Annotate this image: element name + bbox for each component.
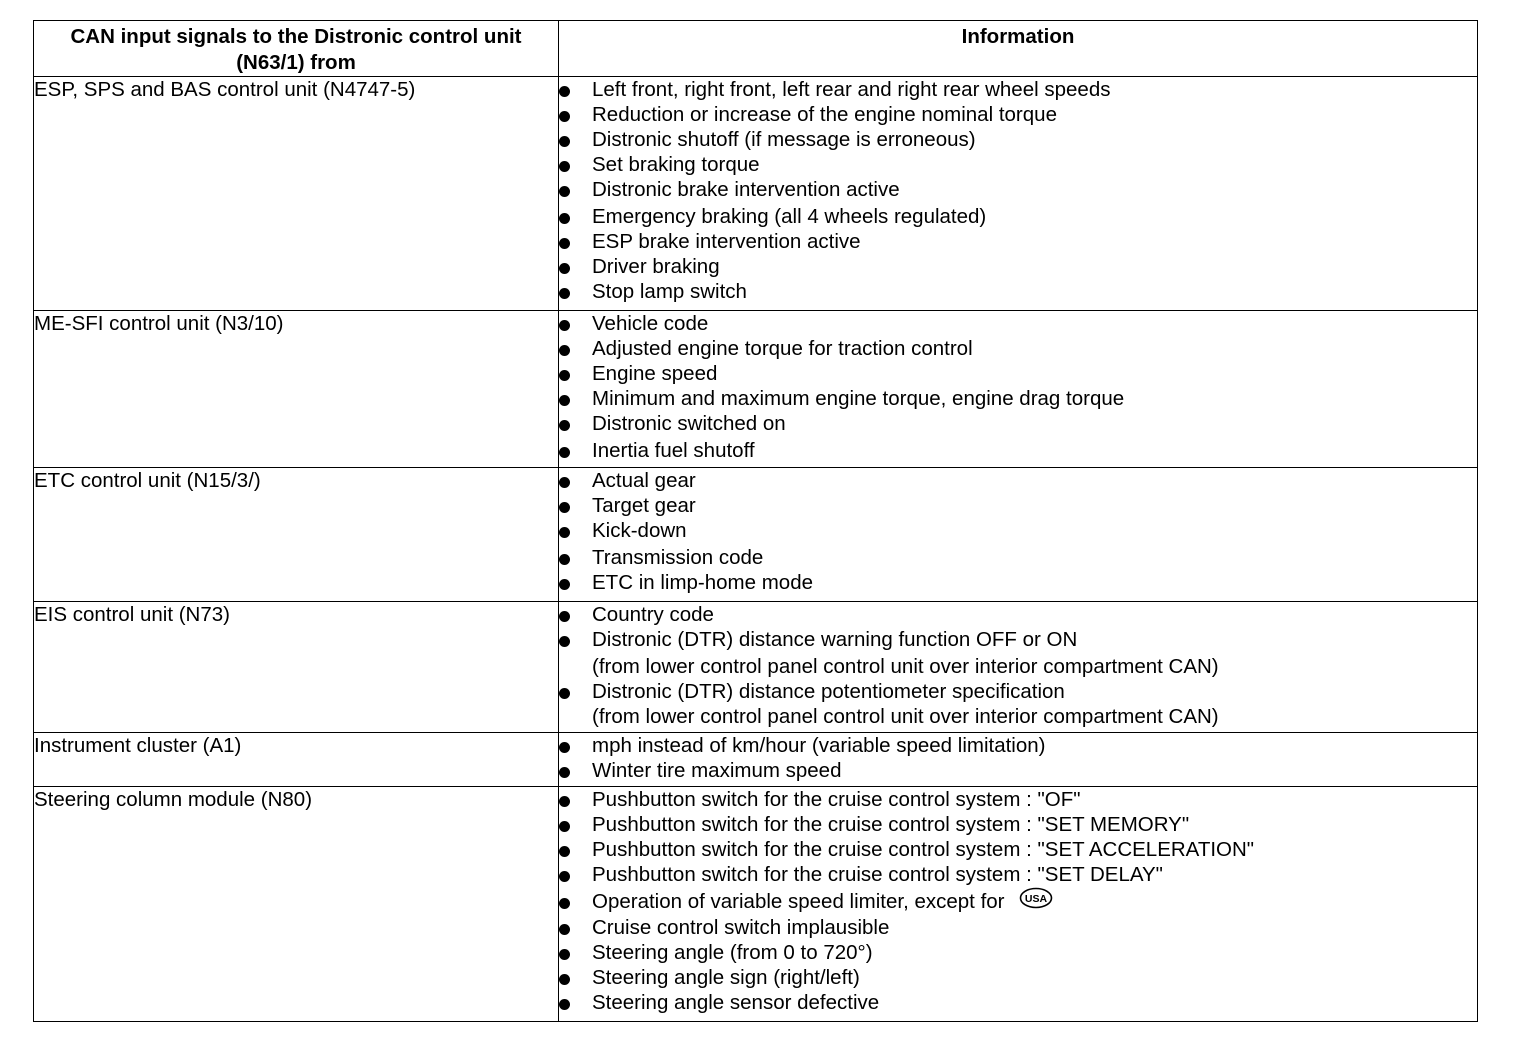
bullet-icon [559,186,570,197]
table-row [34,77,1478,311]
bullet-icon [559,345,570,356]
table-row [34,787,1478,1022]
source-cell: EIS control unit (N73) [34,602,559,733]
signal-list [559,602,1477,729]
list-item: Pushbutton switch for the cruise control system : "SET DELAY" [559,862,1477,887]
source-cell: ETC control unit (N15/3/) [34,468,559,602]
list-item: Distronic brake intervention active [559,177,1477,202]
bullet-icon [559,688,570,699]
list-item: Transmission code [559,545,1477,570]
bullet-icon [559,161,570,172]
bullet-icon [559,320,570,331]
bullet-icon [559,579,570,590]
bullet-icon [559,395,570,406]
usa-badge-label: USA [1024,892,1047,905]
list-item: Left front, right front, left rear and right rear wheel speeds [559,77,1477,102]
bullet-icon [559,86,570,97]
information-cell [559,77,1478,311]
sub-note: (from lower control panel control unit over interior compartment CAN) [592,655,1219,678]
list-item: Distronic (DTR) distance warning function OFF or ON (from lower control panel control unit over interior compartment CAN) [559,627,1477,679]
can-signals-table [33,20,1478,1022]
bullet-icon [559,136,570,147]
bullet-icon [559,502,570,513]
list-item: Pushbutton switch for the cruise control system : "OF" [559,787,1477,812]
bullet-icon [559,213,570,224]
header-information: Information [559,21,1478,77]
information-cell [559,733,1478,787]
list-item: Country code [559,602,1477,627]
list-item: Vehicle code [559,311,1477,336]
table-row [34,602,1478,733]
list-item: mph instead of km/hour (variable speed limitation) [559,733,1477,758]
list-item: Actual gear [559,468,1477,493]
list-item: Target gear [559,493,1477,518]
list-item: ESP brake intervention active [559,229,1477,254]
list-item: Steering angle sign (right/left) [559,965,1477,990]
signal-list [559,733,1477,783]
list-item: Minimum and maximum engine torque, engine drag torque [559,386,1477,411]
bullet-icon [559,111,570,122]
bullet-icon [559,263,570,274]
signal-list [559,311,1477,463]
list-item: Adjusted engine torque for traction control [559,336,1477,361]
bullet-icon [559,742,570,753]
bullet-icon [559,636,570,647]
source-cell: ME-SFI control unit (N3/10) [34,311,559,468]
bullet-icon [559,447,570,458]
table-row [34,733,1478,787]
bullet-icon [559,420,570,431]
bullet-icon [559,288,570,299]
header-source: CAN input signals to the Distronic control unit (N63/1) from [34,21,559,77]
bullet-icon [559,238,570,249]
bullet-icon [559,477,570,488]
list-item: Reduction or increase of the engine nominal torque [559,102,1477,127]
bullet-icon [559,767,570,778]
bullet-icon [559,999,570,1010]
list-item: ETC in limp-home mode [559,570,1477,595]
signal-list [559,468,1477,595]
list-item: Pushbutton switch for the cruise control system : "SET MEMORY" [559,812,1477,837]
table-row [34,311,1478,468]
bullet-icon [559,898,570,909]
bullet-icon [559,871,570,882]
list-item: Driver braking [559,254,1477,279]
list-item: Inertia fuel shutoff [559,438,1477,463]
information-cell [559,787,1478,1022]
list-item: Distronic shutoff (if message is erroneous) [559,127,1477,152]
information-cell [559,468,1478,602]
bullet-icon [559,924,570,935]
list-item: Stop lamp switch [559,279,1477,304]
list-item: Distronic (DTR) distance potentiometer specification (from lower control panel control unit over interior compartment CAN) [559,679,1477,729]
table-row [34,468,1478,602]
source-cell: Steering column module (N80) [34,787,559,1022]
source-cell: Instrument cluster (A1) [34,733,559,787]
signal-list [559,787,1477,1015]
bullet-icon [559,949,570,960]
list-item: Set braking torque [559,152,1477,177]
list-item: Steering angle (from 0 to 720°) [559,940,1477,965]
bullet-icon [559,796,570,807]
list-item: Kick-down [559,518,1477,543]
information-cell [559,602,1478,733]
list-item: Operation of variable speed limiter, except for USA [559,889,1477,915]
bullet-icon [559,846,570,857]
bullet-icon [559,611,570,622]
list-item: Engine speed [559,361,1477,386]
source-cell: ESP, SPS and BAS control unit (N4747-5) [34,77,559,311]
information-cell [559,311,1478,468]
list-item: Distronic switched on [559,411,1477,436]
bullet-icon [559,554,570,565]
bullet-icon [559,527,570,538]
sub-note: (from lower control panel control unit over interior compartment CAN) [592,705,1219,728]
usa-badge-icon [1019,887,1053,915]
list-item: Emergency braking (all 4 wheels regulated) [559,204,1477,229]
list-item: Pushbutton switch for the cruise control system : "SET ACCELERATION" [559,837,1477,862]
list-item: Winter tire maximum speed [559,758,1477,783]
bullet-icon [559,974,570,985]
bullet-icon [559,370,570,381]
signal-list [559,77,1477,304]
list-item: Steering angle sensor defective [559,990,1477,1015]
header-row [34,21,1478,77]
bullet-icon [559,821,570,832]
list-item: Cruise control switch implausible [559,915,1477,940]
